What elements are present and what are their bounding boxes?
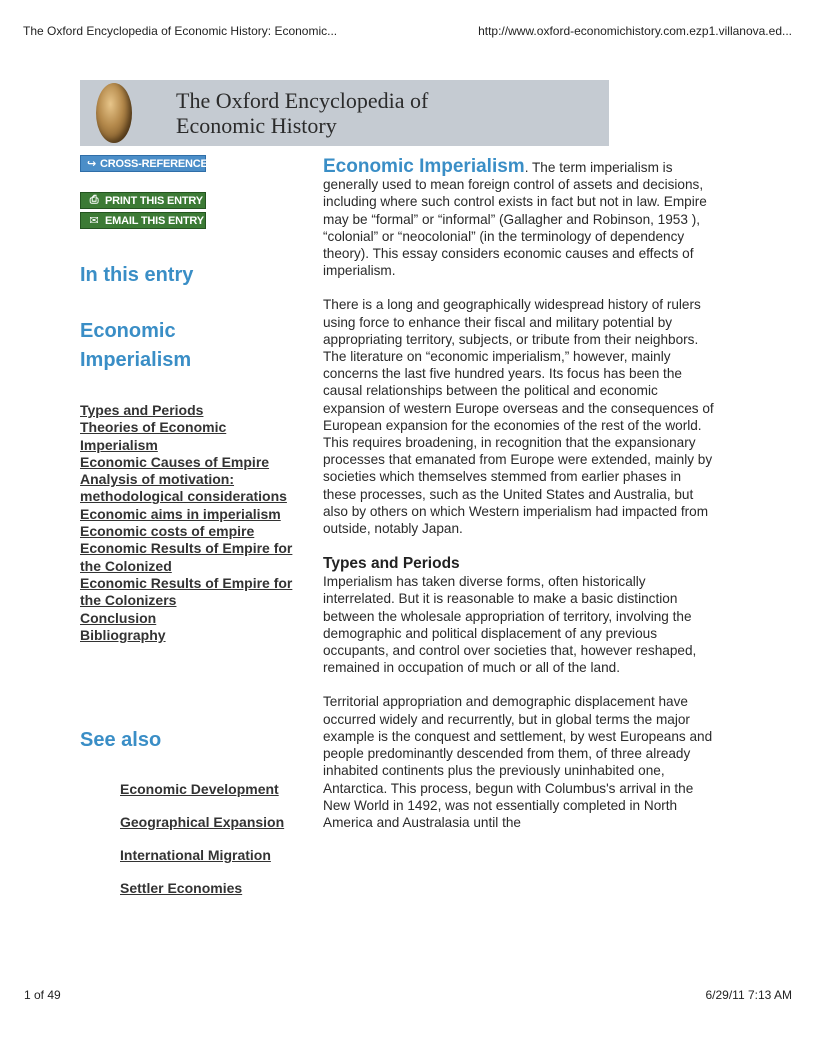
toc-link-results-colonizers[interactable]: Economic Results of Empire for the Colonizers bbox=[80, 574, 293, 609]
see-also-link-settler-economies[interactable]: Settler Economies bbox=[120, 880, 243, 897]
article-paragraph: Territorial appropriation and demographic displacement have occurred widely and recurrently, but in global terms the major example is the conquest and settlement, by west Europeans and people predominantly descended from them, of three already inhabited continents plus the previously uninhabited one, Antarctica. This process, begun with Columbus's arrival in the New World in 1492, was not essentially completed in North America and Australasia until the bbox=[323, 694, 713, 830]
email-entry-button[interactable] bbox=[80, 212, 206, 229]
article-intro bbox=[323, 158, 716, 279]
article-title: Economic Imperialism bbox=[323, 158, 525, 177]
article-body bbox=[323, 158, 716, 952]
section-heading-types-and-periods: Types and Periods bbox=[323, 555, 460, 573]
toc-link-economic-causes[interactable]: Economic Causes of Empire bbox=[80, 453, 270, 470]
toc-link-analysis-of-motivation[interactable]: Analysis of motivation: methodological considerations bbox=[80, 471, 287, 505]
toc-link-conclusion[interactable]: Conclusion bbox=[80, 609, 157, 626]
email-entry-label: EMAIL THIS ENTRY bbox=[105, 214, 204, 227]
see-also-link-geographical-expansion[interactable]: Geographical Expansion bbox=[120, 814, 285, 831]
entry-title-line2: Imperialism bbox=[80, 349, 192, 371]
toc-link-economic-aims[interactable]: Economic aims in imperialism bbox=[80, 505, 281, 522]
print-header-title: The Oxford Encyclopedia of Economic History: Economic... bbox=[23, 24, 338, 38]
cross-reference-button[interactable] bbox=[80, 155, 206, 172]
printer-icon: ⎙ bbox=[89, 194, 99, 206]
banner-title-line1: The Oxford Encyclopedia of bbox=[176, 88, 429, 113]
article-intro-text: . The term imperialism is generally used to mean foreign control of assets and decisions, including where such control exists in fact but not in law. Empire may be “formal” or “informal” (Gallagher and Robinson, 1953 ), “colonial” or “neocolonial” (in the terminology of dependency theory). This essay considers economic causes and effects of imperialism. bbox=[323, 160, 707, 279]
print-footer-datetime: 6/29/11 7:13 AM bbox=[705, 988, 792, 1002]
banner-title-line2: Economic History bbox=[176, 113, 337, 138]
banner-title bbox=[176, 88, 428, 138]
entry-title-line1: Economic bbox=[80, 320, 176, 342]
cross-reference-label: CROSS-REFERENCE bbox=[100, 157, 208, 170]
see-also-link-international-migration[interactable]: International Migration bbox=[120, 847, 271, 864]
in-this-entry-heading: In this entry bbox=[80, 264, 194, 286]
toc-link-types-and-periods[interactable]: Types and Periods bbox=[80, 402, 204, 418]
toc-link-economic-costs[interactable]: Economic costs of empire bbox=[80, 523, 255, 540]
article-paragraph: There is a long and geographically widespread history of rulers using force to enhance their fiscal and military potential by appropriating territory, subjects, or tribute from their neighbors. The literature on “economic imperialism,” however, mainly concerns the last five hundred years. Its focus has been the causal relationships between the political and economic expansion of western Europe overseas and the consequences of European expansion for the economies of the rest of the world. This requires broadening, in recognition that the expansionary processes that emanated from Europe were extended, mainly by societies which themselves stemmed from earlier phases in these processes, such as the United States and Australia, but also by others on which Western imperialism had impacted from outside, notably Japan. bbox=[323, 297, 714, 537]
see-also-link-economic-development[interactable]: Economic Development bbox=[120, 781, 279, 797]
encyclopedia-banner[interactable] bbox=[80, 80, 609, 146]
print-entry-label: PRINT THIS ENTRY bbox=[105, 194, 203, 207]
see-also-list bbox=[120, 781, 310, 913]
coin-logo-icon bbox=[96, 83, 132, 143]
cross-reference-icon: ↪ bbox=[87, 158, 97, 170]
toc-link-theories[interactable]: Theories of Economic Imperialism bbox=[80, 419, 227, 453]
print-entry-button[interactable] bbox=[80, 192, 206, 209]
see-also-heading: See also bbox=[80, 729, 162, 751]
toc-link-bibliography[interactable]: Bibliography bbox=[80, 626, 166, 643]
toc-link-results-colonized[interactable]: Economic Results of Empire for the Colonized bbox=[80, 540, 293, 574]
table-of-contents bbox=[80, 402, 305, 644]
print-header-url: http://www.oxford-economichistory.com.ezp1.villanova.ed... bbox=[478, 24, 792, 38]
envelope-icon: ✉ bbox=[89, 215, 99, 227]
print-footer-page: 1 of 49 bbox=[24, 988, 61, 1002]
article-paragraph: Imperialism has taken diverse forms, often historically interrelated. But it is reasonable to make a basic distinction between the wholesale appropriation of territory, involving the demographic and political displacement of any previous occupants, and control over societies that, however reshaped, remained in occupation of much or all of the land. bbox=[323, 574, 697, 676]
